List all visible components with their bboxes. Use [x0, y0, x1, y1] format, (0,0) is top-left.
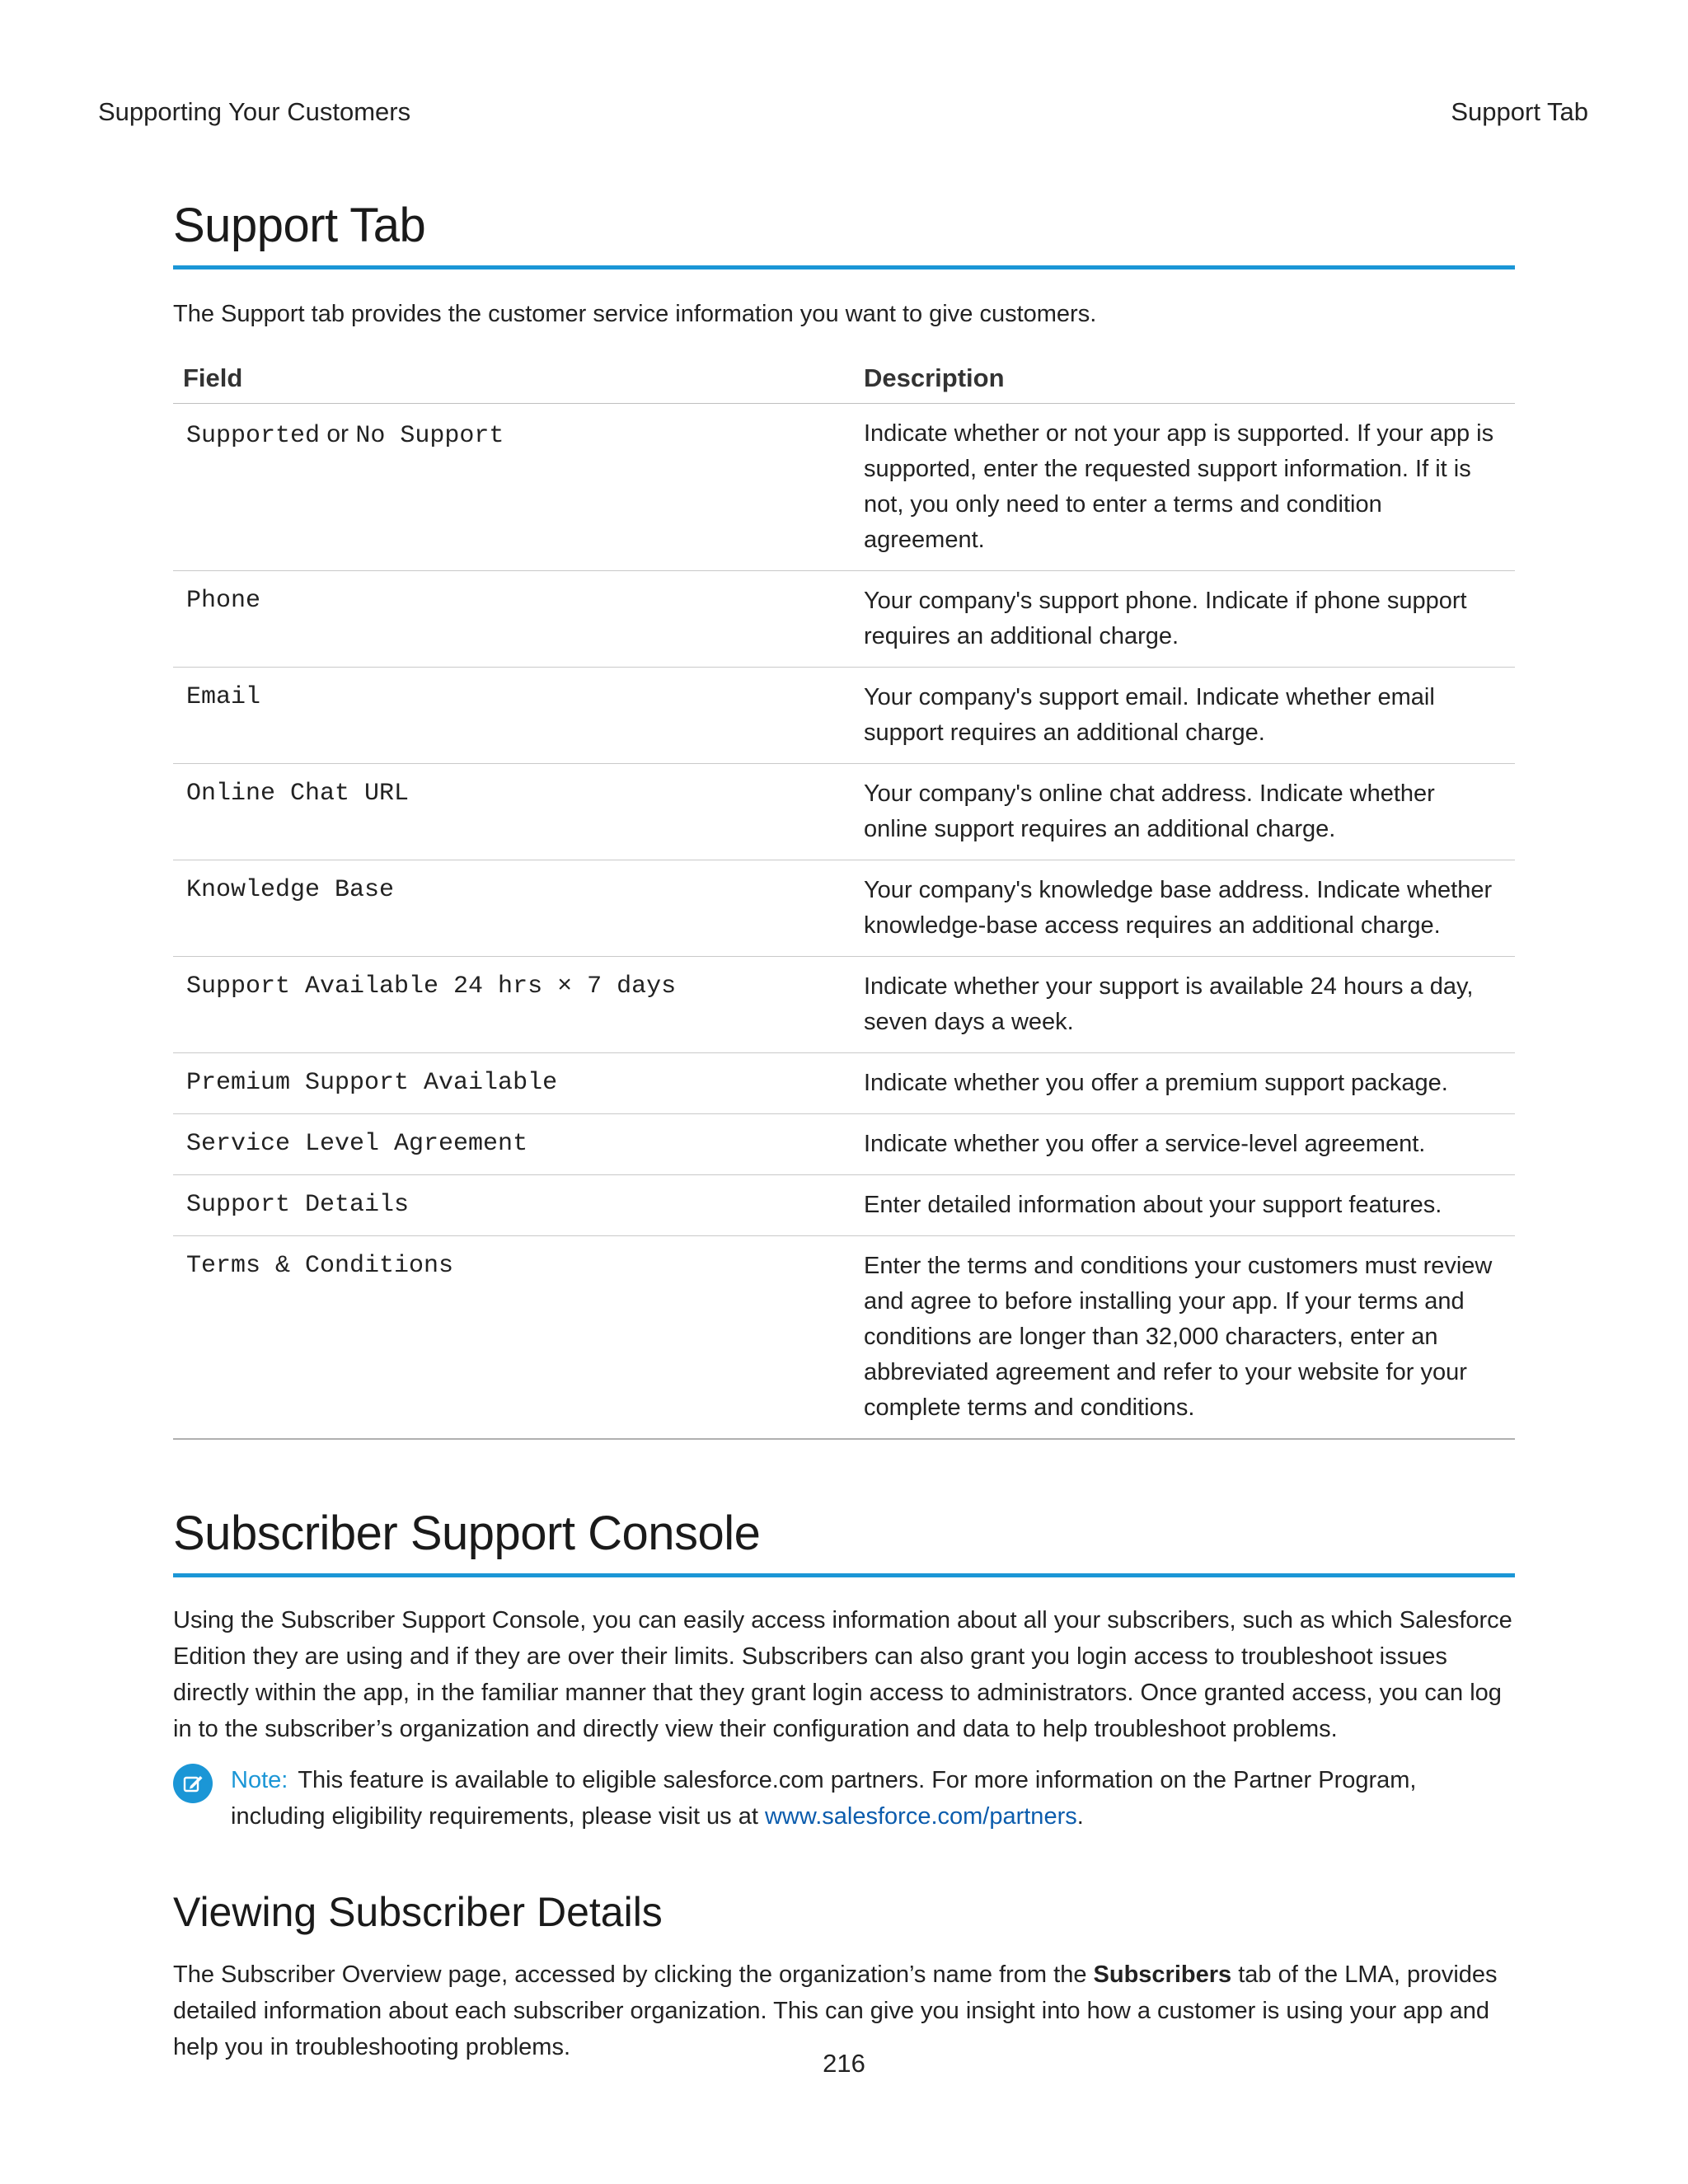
table-row	[173, 571, 1515, 668]
field-cell	[173, 404, 862, 571]
note-label: Note:	[231, 1767, 288, 1793]
table-row	[173, 1236, 1515, 1440]
description-cell: Your company's support email. Indicate whether email support requires an additional charge.	[862, 668, 1515, 764]
table-row	[173, 1053, 1515, 1114]
field-cell: Service Level Agreement	[173, 1114, 862, 1175]
description-cell: Enter the terms and conditions your customers must review and agree to before installing your app. If your terms and conditions are longer than 32,000 characters, enter an abbreviated agreement and refer to your website for your complete terms and conditions.	[862, 1236, 1515, 1440]
note-body	[231, 1762, 1515, 1835]
pencil-icon	[181, 1771, 205, 1796]
field-cell: Phone	[173, 571, 862, 668]
page-number: 216	[823, 2049, 865, 2078]
description-cell: Indicate whether your support is available 24 hours a day, seven days a week.	[862, 957, 1515, 1053]
console-section	[173, 1504, 1515, 1835]
table-row	[173, 860, 1515, 957]
title-rule	[173, 265, 1515, 269]
subscribers-tab-name: Subscribers	[1093, 1961, 1232, 1988]
description-cell: Your company's online chat address. Indicate whether online support requires an additional charge.	[862, 764, 1515, 860]
field-cell: Support Details	[173, 1175, 862, 1236]
field-cell: Knowledge Base	[173, 860, 862, 957]
table-row	[173, 668, 1515, 764]
field-cell: Premium Support Available	[173, 1053, 862, 1114]
table-row	[173, 957, 1515, 1053]
table-row	[173, 764, 1515, 860]
console-title: Subscriber Support Console	[173, 1507, 761, 1560]
note-period: .	[1076, 1803, 1084, 1830]
viewing-details-title: Viewing Subscriber Details	[173, 1889, 663, 1935]
field-name-supported: Supported	[186, 422, 321, 450]
console-paragraph: Using the Subscriber Support Console, you can easily access information about all your subscribers, such as which Salesforce Edition they are using and if they are over their limits. Subscribers can also grant you login access to troubleshoot issues directly within the app, in the familiar manner that they grant login access to administrators. Once granted access, you can log in to the subscriber’s organization and directly view their configuration and data to help troubleshoot problems.	[173, 1607, 1512, 1742]
page-content	[173, 196, 1515, 2065]
description-cell: Indicate whether you offer a service-level agreement.	[862, 1114, 1515, 1175]
description-cell: Indicate whether or not your app is supported. If your app is supported, enter the requested support information. If it is not, you only need to enter a terms and condition agreement.	[862, 404, 1515, 571]
description-cell: Indicate whether you offer a premium support package.	[862, 1053, 1515, 1114]
field-cell: Online Chat URL	[173, 764, 862, 860]
support-tab-intro: The Support tab provides the customer service information you want to give customers.	[173, 301, 1097, 327]
header-chapter: Supporting Your Customers	[98, 97, 411, 126]
viewing-text-before: The Subscriber Overview page, accessed by clicking the organization’s name from the	[173, 1961, 1094, 1988]
note-callout	[173, 1762, 1515, 1835]
description-column-header: Description	[862, 357, 1515, 404]
field-name-no-support: No Support	[355, 422, 504, 450]
support-fields-table	[173, 357, 1515, 1440]
description-cell: Enter detailed information about your support features.	[862, 1175, 1515, 1236]
table-row	[173, 404, 1515, 571]
field-or: or	[320, 420, 356, 448]
field-cell: Support Available 24 hrs × 7 days	[173, 957, 862, 1053]
table-row	[173, 1114, 1515, 1175]
header-section: Support Tab	[1451, 97, 1588, 126]
partners-link[interactable]: www.salesforce.com/partners	[764, 1803, 1077, 1830]
title-rule	[173, 1573, 1515, 1577]
field-cell: Email	[173, 668, 862, 764]
viewing-text-after: tab of the LMA, provides detailed information about each subscriber organization. This can give you insight into how a customer is using your app and help you in troubleshooting problems.	[173, 1961, 1498, 2060]
table-header-row	[173, 357, 1515, 404]
description-cell: Your company's knowledge base address. Indicate whether knowledge-base access requires an additional charge.	[862, 860, 1515, 957]
support-tab-title: Support Tab	[173, 199, 426, 252]
description-cell: Your company's support phone. Indicate if phone support requires an additional charge.	[862, 571, 1515, 668]
running-header	[98, 97, 1588, 127]
field-column-header: Field	[173, 357, 862, 404]
table-row	[173, 1175, 1515, 1236]
field-cell: Terms & Conditions	[173, 1236, 862, 1440]
note-edit-icon	[173, 1764, 213, 1803]
note-text: This feature is available to eligible salesforce.com partners. For more information on the Partner Program, including eligibility requirements, please visit us at	[231, 1767, 1417, 1830]
